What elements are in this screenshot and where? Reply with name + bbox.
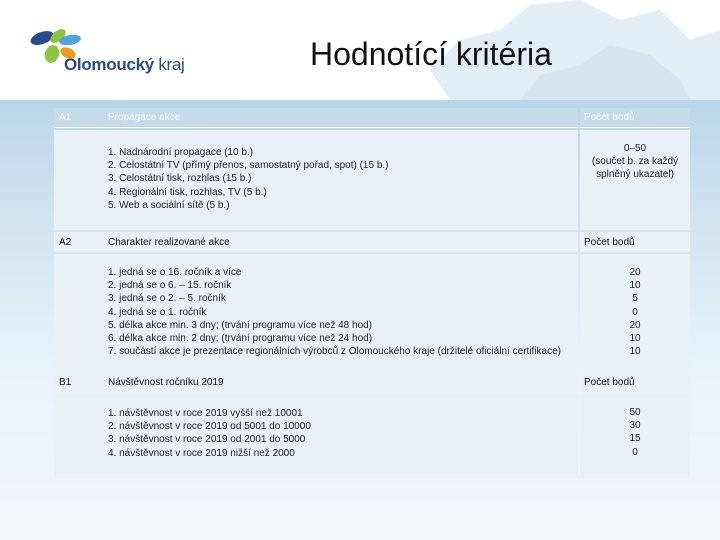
a2-items-list — [108, 266, 574, 358]
a2-items-cell — [104, 254, 578, 370]
a2-item: 6. délka akce min. 2 dny; (trvání programu více než 24 hod) — [108, 333, 373, 345]
a2-points-value: 5 — [632, 293, 638, 305]
points-heading: Počet bodů — [584, 112, 635, 123]
b1-points-heading-cell — [580, 372, 690, 392]
a1-points-text — [580, 142, 690, 182]
b1-points-cell — [580, 394, 690, 478]
logo-brand: Olomoucký — [64, 55, 154, 74]
b1-item: 3. návštěvnost v roce 2019 od 2001 do 5000 — [108, 434, 306, 446]
a2-code-body — [54, 254, 104, 370]
a1-item: 2. Celostátní TV (přímý přenos, samostatný pořad, spot) (15 b.) — [108, 160, 389, 172]
b1-item: 1. návštěvnost v roce 2019 vyšší než 10001 — [108, 408, 303, 419]
a1-heading-cell — [104, 108, 578, 128]
slide-header — [0, 0, 720, 100]
b1-items-list — [108, 407, 574, 460]
a2-points-heading-cell — [580, 232, 690, 252]
b1-points-value: 30 — [629, 420, 641, 432]
a1-code-body — [54, 130, 104, 230]
a1-points-cell — [580, 130, 690, 230]
b1-item: 4. návštěvnost v roce 2019 nižší než 2000 — [108, 447, 295, 459]
a1-points-line: splněný ukazatel) — [596, 169, 674, 181]
b1-items-cell — [104, 394, 578, 478]
a2-code-cell — [54, 232, 104, 252]
a2-points-list — [580, 266, 690, 358]
a2-points-cell — [580, 254, 690, 370]
a2-item: 4. jedná se o 1. ročník — [108, 306, 207, 318]
b1-heading: Návštěvnost ročníku 2019 — [108, 377, 224, 388]
b1-points-value: 50 — [629, 407, 641, 418]
b1-points-value: 15 — [629, 433, 641, 445]
page-title: Hodnotící kritéria — [310, 36, 552, 72]
a1-heading: Propagace akce — [108, 112, 181, 123]
a2-points-value: 10 — [629, 280, 641, 292]
a1-code: A1 — [59, 112, 72, 123]
points-heading-cell — [580, 108, 690, 128]
a1-items-list — [108, 146, 574, 212]
a2-item: 1. jedná se o 16. ročník a více — [108, 267, 242, 278]
b1-code-body — [54, 394, 104, 478]
a2-item: 2. jedná se o 6. – 15. ročník — [108, 280, 232, 292]
b1-points-heading: Počet bodů — [584, 377, 635, 388]
a1-code-cell — [54, 108, 104, 128]
a1-points-line: (součet b. za každý — [591, 156, 679, 168]
b1-points-value: 0 — [632, 446, 638, 458]
a2-item: 3. jedná se o 2. – 5. ročník — [108, 293, 226, 305]
a2-points-value: 20 — [629, 267, 641, 278]
b1-code-cell — [54, 372, 104, 392]
a2-item: 7. součástí akce je prezentace regionálních výrobců z Olomouckého kraje (držitelé oficiální certifikace) — [108, 346, 561, 358]
a1-item: 1. Nadnárodní propagace (10 b.) — [108, 147, 254, 158]
a2-points-value: 10 — [629, 333, 641, 345]
a2-item: 5. délka akce min. 3 dny; (trvání programu více než 48 hod) — [108, 319, 373, 331]
a2-points-heading: Počet bodů — [584, 237, 635, 248]
a1-item: 3. Celostátní tisk, rozhlas (15 b.) — [108, 173, 252, 185]
a2-heading-cell — [104, 232, 578, 252]
a2-heading: Charakter realizované akce — [108, 237, 230, 248]
a2-points-value: 0 — [632, 306, 638, 318]
b1-points-list — [580, 406, 690, 459]
a2-code: A2 — [59, 237, 72, 248]
logo-suffix: kraj — [158, 55, 185, 74]
a1-item: 5. Web a sociální sítě (5 b.) — [108, 199, 230, 211]
a2-points-value: 10 — [629, 346, 641, 358]
b1-code: B1 — [59, 377, 72, 388]
a1-item: 4. Regionální tisk, rozhlas, TV (5 b.) — [108, 186, 267, 198]
logo-wordmark — [64, 55, 185, 75]
a1-items-cell — [104, 130, 578, 230]
a2-points-value: 20 — [629, 319, 641, 331]
b1-heading-cell — [104, 372, 578, 392]
a1-points-line: 0–50 — [623, 143, 647, 154]
b1-item: 2. návštěvnost v roce 2019 od 5001 do 10000 — [108, 421, 311, 433]
